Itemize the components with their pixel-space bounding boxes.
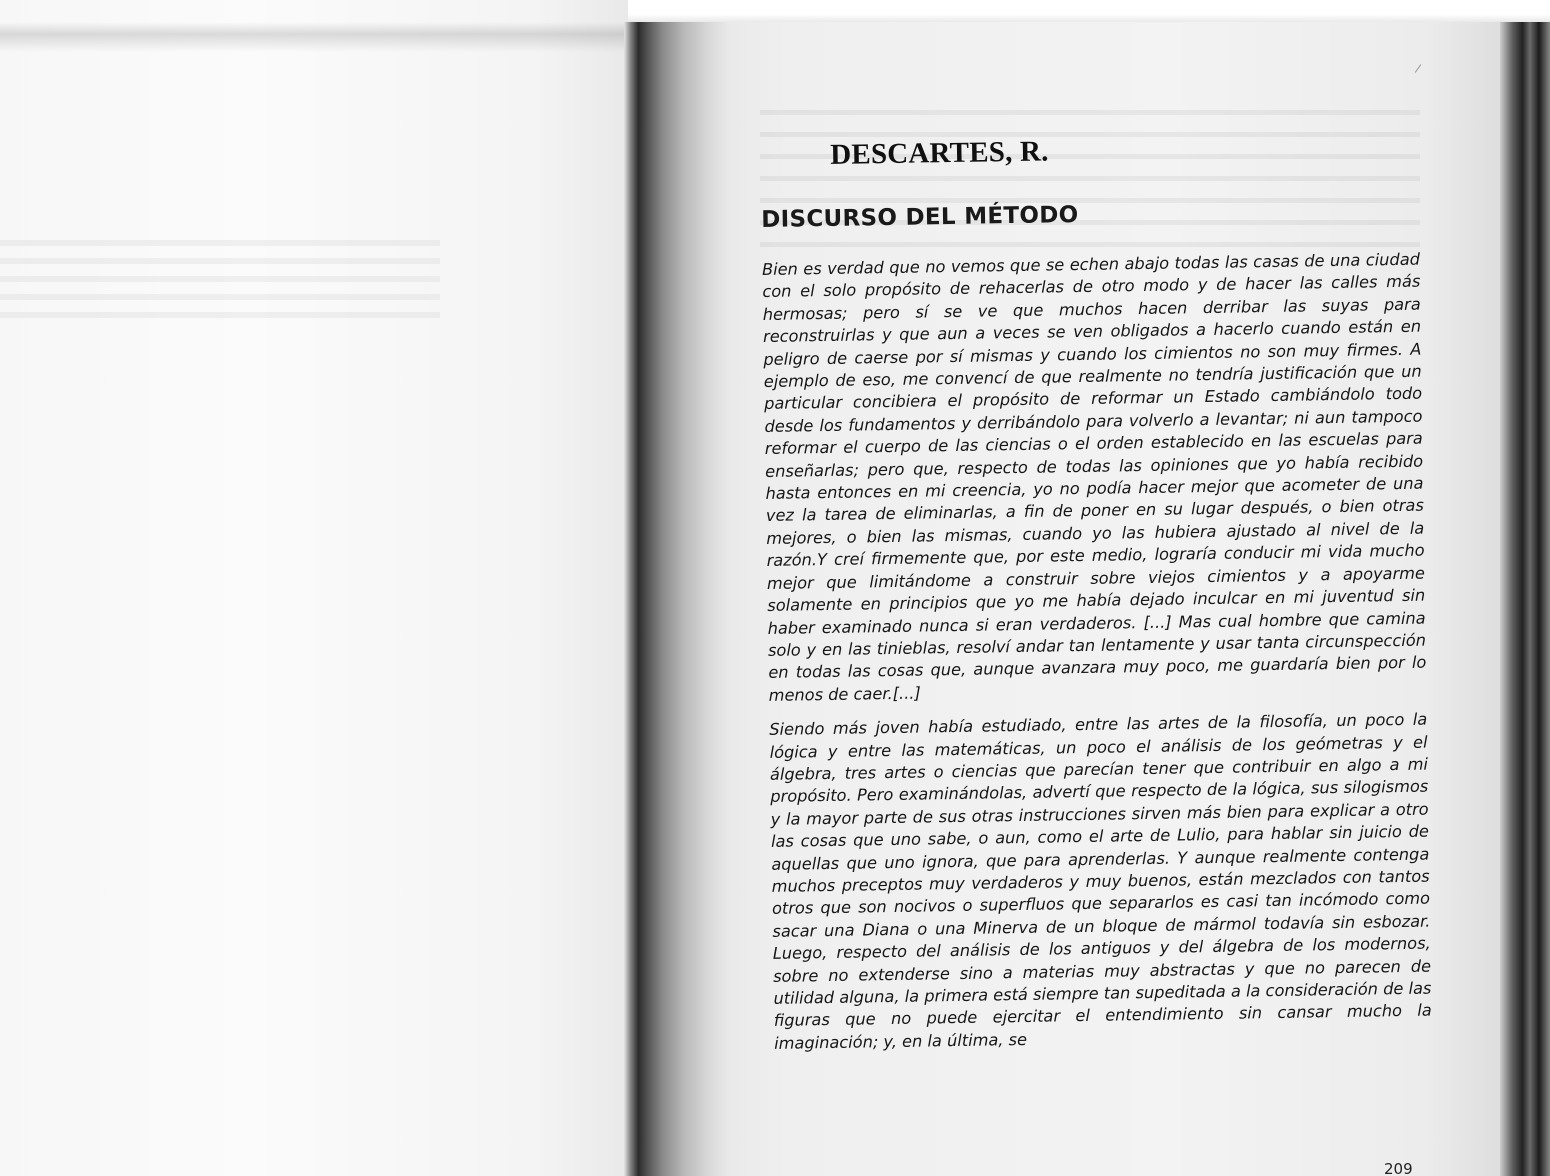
paragraph-1: Bien es verdad que no vemos que se echen abajo todas las casas de una ciudad con el solo propósito de rehacerlas de otro modo y de hacer las calles más hermosas; pero sí se ve que muchos hacen derribar las suyas para reconstruirlas y que aun a veces se ven obligados a hacerlo cuando están en peligro de caerse por sí mismas y cuando los cimientos no son muy firmes. A ejemplo de eso, me convencí de que realmente no tendría justificación que un particular concibiera el propósito de reformar un Estado cambiándolo todo desde los fundamentos y derribándolo para volverlo a levantar; ni aun tampoco reformar el cuerpo de las ciencias o el orden establecido en las escuelas para enseñarlas; pero que, respecto de todas las opiniones que yo había recibido hasta entonces en mi creencia, yo no podía hacer mejor que acometer de una vez la tarea de eliminarlas, a fin de poner en su lugar después, o bien otras mejores, o bien las mismas, cuando yo las hubiera ajustado al nivel de la razón.Y creí firmemente que, por este medio, lograría conducir mi vida mucho mejor que limitándome a construir sobre viejos cimientos y a apoyarme solamente en principios que yo me había dejado inculcar en mi juventud sin haber examinado nunca si eran verdaderos. [...] Mas cual hombre que camina solo y en las tinieblas, resolví andar tan lentamente y usar tanta circunspección en todas las cosas que, aunque avanzara muy poco, me guardaría bien por lo menos de caer.[...] xyxy=(761,249,1427,705)
book-gutter xyxy=(624,22,744,1176)
paragraph-2: Siendo más joven había estudiado, entre las artes de la filosofía, un poco la lógica y entre las matemáticas, un poco el análisis de los geómetras y el álgebra, tres artes o ciencias que parecían tener que contribuir en algo a mi propósito. Pero examinándolas, advertí que respecto de la lógica, sus silogismos y la mayor parte de sus otras instrucciones sirven más bien para explicar a otro las cosas que uno sabe, o aun, como el arte de Lulio, para hablar sin juicio de aquellas que uno ignora, que para aprenderlas. Y aunque realmente contenga muchos preceptos muy verdaderos y muy buenos, están mezclados con tantos otros que son nocivos o superfluos que separarlos es casi tan incómodo como sacar una Diana o una Minerva de un bloque de mármol todavía sin esbozar. Luego, respecto del análisis de los antiguos y del álgebra de los modernos, sobre no extenderse sino a materias muy abstractas y que no parecen de utilidad alguna, la primera está siempre tan supeditada a la consideración de las figuras que no puede ejercitar el entendimiento sin cansar mucho la imaginación; y, en la última, se xyxy=(769,709,1432,1053)
page-content xyxy=(760,130,1432,1055)
left-page-shadow xyxy=(0,22,628,52)
right-page-edge xyxy=(1500,22,1550,1176)
left-page-show-through xyxy=(0,240,440,330)
author-heading: DESCARTES, R. xyxy=(829,135,1049,171)
left-page-blank xyxy=(0,0,628,1176)
page-number: 209 xyxy=(1384,1160,1413,1176)
work-title: DISCURSO DEL MÉTODO xyxy=(761,202,1079,233)
